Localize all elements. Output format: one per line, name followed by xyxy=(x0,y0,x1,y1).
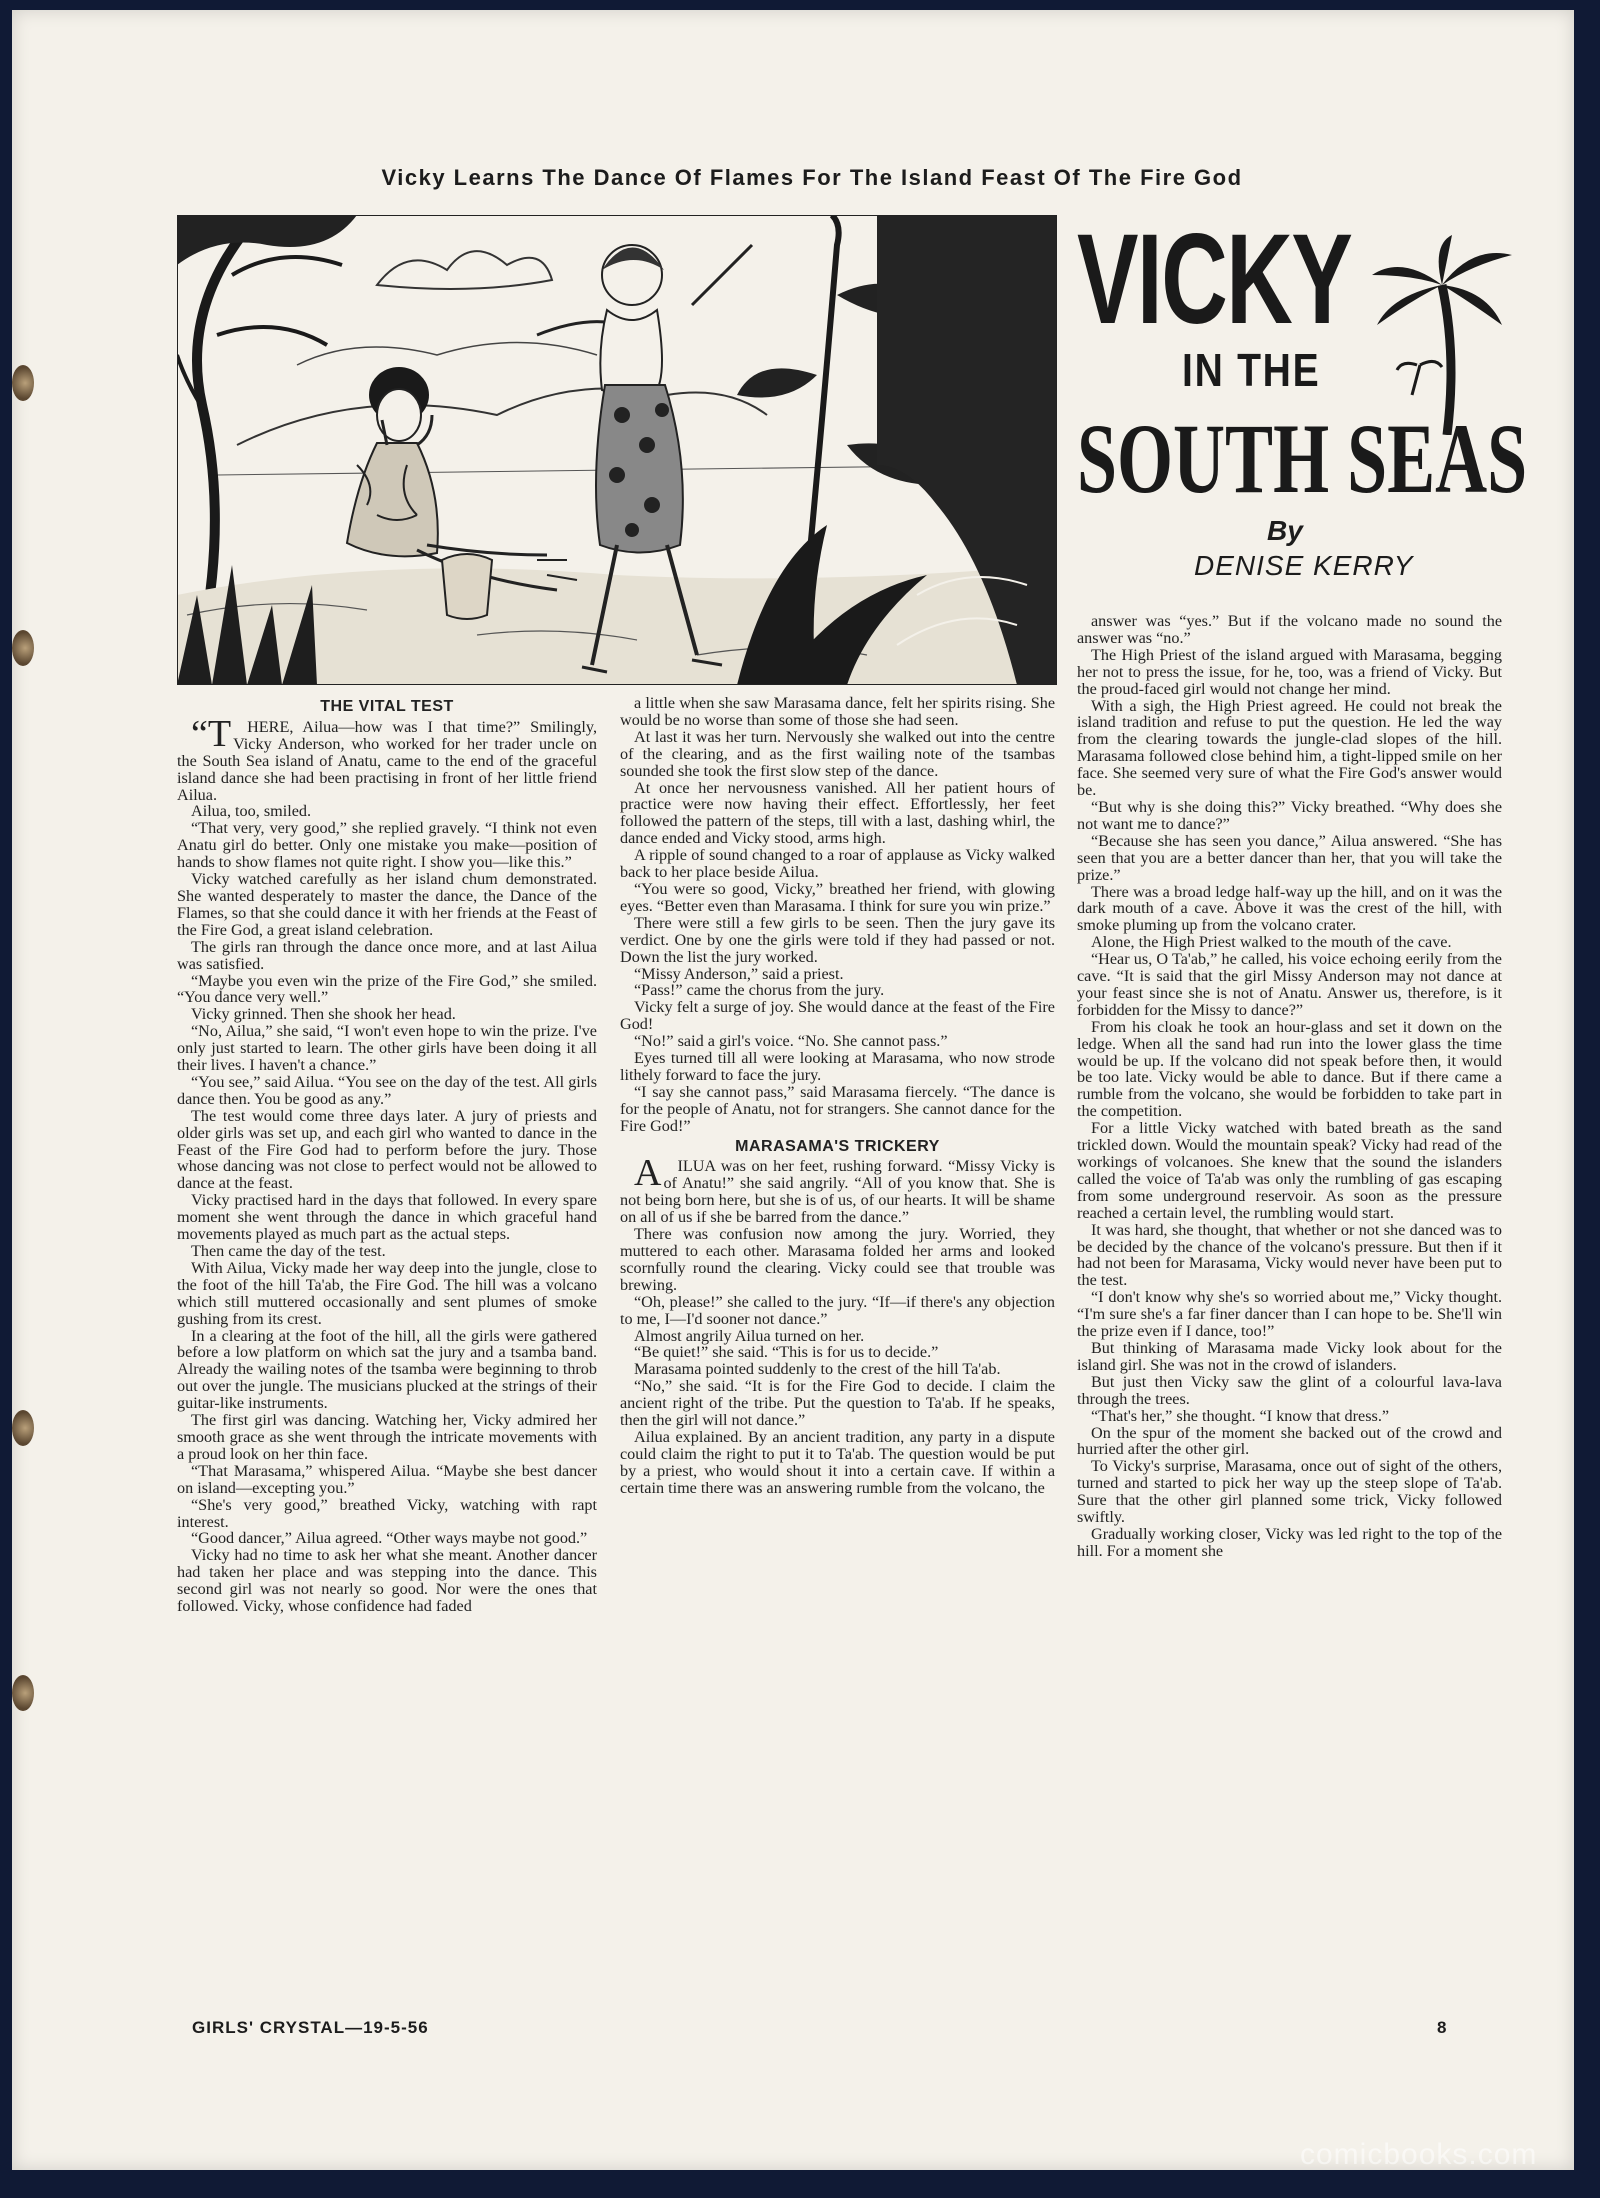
paragraph: Alone, the High Priest walked to the mouth of the cave. xyxy=(1091,933,1452,952)
paragraph: “Oh, please!” she called to the jury. “If—if there's any objection to me, I—I'd sooner not dance.” xyxy=(620,1292,1055,1328)
byline-by: By xyxy=(1267,515,1303,546)
paragraph: For a little Vicky watched with bated breath as the sand trickled down. Would the mountain speak? Vicky had read of the workings of volcanoes. She knew that the sound the islanders called the voice of Ta'ab was only the rumbling of gas escaping from some underground reservoir. As soon as the pressure reached a certain level, the rumbling would start. xyxy=(1077,1119,1502,1222)
section-heading: THE VITAL TEST xyxy=(320,698,454,715)
paragraph: “I say she cannot pass,” said Marasama fiercely. “The dance is for the people of Anatu, not for strangers. She cannot dance for the Fire God!” xyxy=(620,1082,1055,1135)
paragraph: Vicky grinned. Then she shook her head. xyxy=(191,1005,456,1024)
paragraph: “Pass!” came the chorus from the jury. xyxy=(634,981,885,1000)
paragraph: Eyes turned till all were looking at Marasama, who now strode lithely forward to face the jury. xyxy=(620,1049,1055,1084)
paragraph: With a sigh, the High Priest agreed. He could not break the island tradition and refuse to put the question. He led the way from the clearing towards the jungle-clad slopes of the hill. Marasama followed close behind him, a tight-lipped smile on her face. She seemed very sure of what the Fire God's answer would be. xyxy=(1077,696,1502,800)
title-south-seas: SOUTH SEAS xyxy=(1077,403,1528,514)
paragraph: “You were so good, Vicky,” breathed her friend, with glowing eyes. “Better even than Marasama. I think for sure you win prize.” xyxy=(620,879,1055,915)
paragraph: “Because she has seen you dance,” Ailua answered. “She has seen that you are a better dancer than her, that you will take the prize.” xyxy=(1077,831,1502,884)
paragraph: “But why is she doing this?” Vicky breathed. “Why does she not want me to dance?” xyxy=(1077,797,1502,833)
paragraph: At once her nervousness vanished. All her patient hours of practice were now having their effect. Effortlessly, her feet followed the pattern of the steps, till with a last, dashing whirl, the dance ended and Vicky stood, arms high. xyxy=(620,778,1055,848)
page-number: 8 xyxy=(1437,2018,1447,2037)
paragraph: Vicky watched carefully as her island chum demonstrated. She wanted desperately to master the dance, the Dance of the Flames, so that she could dance it with her friends at the Feast of the Fire God, a great island celebration. xyxy=(177,870,597,939)
paragraph: From his cloak he took an hour-glass and set it down on the ledge. When all the sand had run into the lower glass the time would be up. If the volcano did not speak before then, it would be too late. Vicky would be able to dance. But if there came a rumble from the volcano, she would be forbidden to take part in the competition. xyxy=(1077,1017,1502,1121)
paragraph: To Vicky's surprise, Marasama, once out of sight of the others, turned and started to pick her way up the steep slope of Ta'ab. Sure that the other girl planned some trick, Vicky followed swiftly. xyxy=(1077,1457,1502,1527)
paragraph: “You see,” said Ailua. “You see on the day of the test. All girls dance then. You be good as any.” xyxy=(177,1072,597,1108)
story-tagline: Vicky Learns The Dance Of Flames For The Island Feast Of The Fire God xyxy=(381,165,1243,190)
paragraph: Then came the day of the test. xyxy=(191,1242,386,1260)
paragraph: Almost angrily Ailua turned on her. xyxy=(634,1326,865,1345)
paragraph: There was a broad ledge half-way up the hill, and on it was the dark mouth of a cave. Above it was the crest of the hill, with smoke pluming up from the volcano crater. xyxy=(1077,882,1502,935)
title-in-the: IN THE xyxy=(1182,344,1321,396)
paragraph: The High Priest of the island argued with Marasama, begging her not to press the issue, for he, too, was a friend of Vicky. But the proud-faced girl would not change her mind. xyxy=(1077,645,1502,698)
paragraph: Gradually working closer, Vicky was led right to the top of the hill. For a moment she xyxy=(1077,1524,1502,1560)
paragraph: On the spur of the moment she backed out of the crowd and hurried after the other girl. xyxy=(1077,1423,1502,1459)
binder-hole xyxy=(12,630,34,666)
paragraph: But thinking of Marasama made Vicky look about for the island girl. She was not in the crowd of islanders. xyxy=(1077,1338,1502,1374)
paragraph: “THERE, Ailua—how was I that time?” Smilingly, Vicky Anderson, who worked for her trader uncle on the South Sea island of Anatu, came to the end of the graceful island dance she had been practising in front of her little friend Ailua. xyxy=(177,712,597,804)
paragraph: But just then Vicky saw the glint of a colourful lava-lava through the trees. xyxy=(1077,1372,1502,1408)
paragraph: The first girl was dancing. Watching her, Vicky admired her smooth grace as she went through the intricate movements with a proud look on her thin face. xyxy=(177,1411,597,1463)
paragraph: Vicky practised hard in the days that followed. In every spare moment she went through the dance in which graceful hand movements played as much part as the actual steps. xyxy=(177,1191,597,1244)
paragraph: Marasama pointed suddenly to the crest of the hill Ta'ab. xyxy=(634,1360,1001,1379)
paragraph: “Maybe you even win the prize of the Fire God,” she smiled. “You dance very well.” xyxy=(177,971,597,1007)
paragraph: Ailua explained. By an ancient tradition, any party in a dispute could claim the right to put it to Ta'ab. The question would be put by a priest, who would shout it into a certain cave. If within a certain time there was an answering rumble from the volcano, the xyxy=(620,1427,1055,1497)
paragraph: There were still a few girls to be seen. Then the jury gave its verdict. One by one the girls were told if they had passed or not. Down the list the jury worked. xyxy=(620,913,1055,966)
watermark: comicbooks.com xyxy=(1300,2138,1538,2171)
section-heading: MARASAMA'S TRICKERY xyxy=(735,1137,940,1155)
paragraph: The girls ran through the dance once more, and at last Ailua was satisfied. xyxy=(177,937,597,973)
paragraph: “No, Ailua,” she said, “I won't even hope to win the prize. I've only just started to learn. The other girls have been doing it all their lives. I haven't a chance.” xyxy=(177,1022,597,1075)
paragraph: It was hard, she thought, that whether or not she danced was to be decided by the chance of the volcano's pressure. But then if it had not been for Marasama, Vicky would never have been put to the test. xyxy=(1077,1220,1502,1290)
paragraph: “Be quiet!” she said. “This is for us to decide.” xyxy=(634,1343,939,1362)
title-vicky: VICKY xyxy=(1077,208,1352,351)
byline-author: DENISE KERRY xyxy=(1194,550,1414,581)
article-column-1 xyxy=(177,695,597,1990)
paragraph: answer was “yes.” But if the volcano made no sound the answer was “no.” xyxy=(1077,613,1502,647)
paragraph: With Ailua, Vicky made her way deep into the jungle, close to the foot of the hill Ta'ab, the Fire God. The hill was a volcano which still muttered occasionally and sent plumes of smoke gushing from its crest. xyxy=(177,1258,597,1328)
paragraph: “No!” said a girl's voice. “No. She cannot pass.” xyxy=(634,1032,948,1051)
paragraph: “No,” she said. “It is for the Fire God to decide. I claim the ancient right of the tribe. Put the question to Ta'ab. If he speaks, then the girl will not dance.” xyxy=(620,1377,1055,1430)
paragraph: “Hear us, O Ta'ab,” he called, his voice echoing eerily from the cave. “It is said that the girl Missy Anderson may not dance at your feast since she is not of Anatu. Answer us, therefore, is it forbidden for the Missy to dance?” xyxy=(1077,950,1502,1019)
binder-hole xyxy=(12,1410,34,1446)
story-illustration xyxy=(177,215,1057,685)
binder-hole xyxy=(12,1675,34,1711)
paragraph: AILUA was on her feet, rushing forward. “Missy Vicky is of Anatu!” she said angrily. “All of you know that. She is not being born here, but she is of us, of our hearts. It will be shame on all of us if she be barred from the dance.” xyxy=(620,1152,1055,1227)
paragraph: “Good dancer,” Ailua agreed. “Other ways maybe not good.” xyxy=(191,1529,588,1548)
paragraph: a little when she saw Marasama dance, felt her spirits rising. She would be no worse than some of those she had seen. xyxy=(620,695,1055,729)
article-column-2 xyxy=(620,695,1055,1990)
palm-tree-icon xyxy=(1372,235,1512,435)
paragraph: In a clearing at the foot of the hill, all the girls were gathered before a low platform on which sat the jury and a tsamba band. Already the wailing notes of the tsamba were beginning to throb out over the jungle. The musicians plucked at the strings of their guitar-like instruments. xyxy=(177,1326,597,1413)
paragraph: “I don't know why she's so worried about me,” Vicky thought. “I'm sure she's a far finer dancer than I can hope to be. She'll win the prize even if I dance, too!” xyxy=(1077,1288,1502,1341)
paragraph: There was confusion now among the jury. Worried, they muttered to each other. Marasama folded her arms and looked scornfully round the clearing. Vicky could see that trouble was brewing. xyxy=(620,1225,1055,1294)
paragraph: A ripple of sound changed to a roar of applause as Vicky walked back to her place beside Ailua. xyxy=(620,846,1055,882)
paragraph: Vicky had no time to ask her what she meant. Another dancer had taken her place and was stepping into the dance. This second girl was not nearly so good. Nor were the ones that followed. Vicky, whose confidence had faded xyxy=(177,1546,597,1616)
footer-publication: GIRLS' CRYSTAL—19-5-56 xyxy=(192,2018,429,2037)
paragraph: “She's very good,” breathed Vicky, watching with rapt interest. xyxy=(177,1495,597,1531)
article-column-3 xyxy=(1077,613,1502,1993)
paragraph: “Missy Anderson,” said a priest. xyxy=(634,964,844,983)
paragraph: “That's her,” she thought. “I know that dress.” xyxy=(1091,1406,1390,1425)
magazine-page xyxy=(12,10,1574,2170)
paragraph: “That Marasama,” whispered Ailua. “Maybe she best dancer on island—excepting you.” xyxy=(177,1461,597,1497)
paragraph: “That very, very good,” she replied gravely. “I think not even Anatu girl do better. Only one mistake you make—position of hands to show flames not quite right. I show you—like this.” xyxy=(177,819,597,872)
paragraph: The test would come three days later. A jury of priests and older girls was set up, and each girl who wanted to dance in the Feast of the Fire God had to perform before the jury. Those whose dancing was not close to perfect would not be allowed to dance at the feast. xyxy=(177,1106,597,1193)
binder-hole xyxy=(12,365,34,401)
paragraph: Ailua, too, smiled. xyxy=(191,802,312,821)
paragraph: At last it was her turn. Nervously she walked out into the centre of the clearing, and as the first wailing note of the tsambas sounded she took the first slow step of the dance. xyxy=(620,727,1055,780)
paragraph: Vicky felt a surge of joy. She would dance at the feast of the Fire God! xyxy=(620,998,1055,1034)
